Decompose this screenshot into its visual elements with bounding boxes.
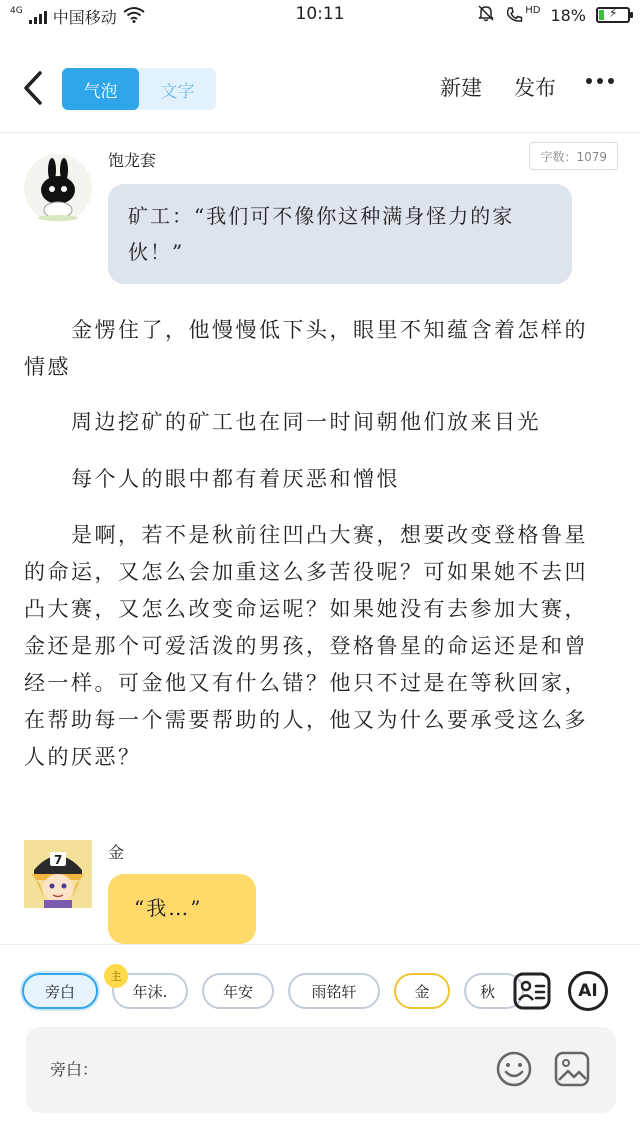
avatar-jin[interactable] <box>24 840 92 908</box>
chip-character[interactable]: 秋 <box>464 973 524 1009</box>
speaker-name: 金 <box>108 843 125 862</box>
ai-icon: AI <box>568 971 608 1011</box>
dialog-input[interactable] <box>26 1027 616 1113</box>
publish-button[interactable]: 发布 <box>514 76 556 100</box>
character-chips <box>22 971 496 1013</box>
ai-button[interactable] <box>566 969 610 1013</box>
input-speaker-label: 旁白： <box>50 1060 99 1079</box>
dialog-bubble[interactable]: 矿工：“我们可不像你这种满身怪力的家伙！” <box>108 184 572 284</box>
svg-text:7: 7 <box>54 853 63 867</box>
contact-card-icon <box>512 971 552 1011</box>
image-icon <box>553 1050 591 1088</box>
battery-percent: 18% <box>550 5 586 25</box>
bell-off-icon <box>477 4 495 26</box>
back-button[interactable] <box>18 68 48 108</box>
word-count-badge: 字数：1079 <box>529 142 618 170</box>
battery-level <box>599 10 604 20</box>
chip-character[interactable]: 年安 <box>202 973 274 1009</box>
status-bar <box>0 0 640 30</box>
emoji-button[interactable] <box>494 1049 534 1089</box>
jin-avatar-icon <box>24 840 92 908</box>
smiley-icon <box>495 1050 533 1088</box>
tab-text[interactable]: 文字 <box>160 81 195 102</box>
character-manage-button[interactable] <box>510 969 554 1013</box>
narration-paragraph[interactable]: 是啊，若不是秋前往凹凸大赛，想要改变登格鲁星的命运，又怎么会加重这么多苦役呢？可如果她不去凹凸大赛，又怎么改变命运呢？如果她没有去参加大赛，金还是那个可爱活泼的男孩，登格鲁星的命运还是和曾经一样。可金他又有什么错？他只不过是在等秋回家，在帮助每一个需要帮助的人，他又为什么要承受这么多人的厌恶？ <box>24 523 588 769</box>
more-dot <box>597 78 603 84</box>
tab-bubble[interactable]: 气泡 <box>62 68 139 110</box>
call-hd-icon <box>505 6 540 24</box>
battery-charging-icon: ⚡ <box>596 7 630 23</box>
carrier-name: 中国移动 <box>52 8 117 27</box>
narration-paragraph[interactable]: 每个人的眼中都有着厌恶和憎恨 <box>24 467 400 491</box>
main-character-badge: 主 <box>104 964 128 988</box>
nav-divider <box>0 132 640 133</box>
status-right <box>477 4 630 26</box>
story-content <box>0 134 640 944</box>
chip-character[interactable]: 金 <box>394 973 450 1009</box>
narration-paragraph[interactable]: 金愣住了，他慢慢低下头，眼里不知蕴含着怎样的情感 <box>24 318 588 379</box>
speaker-name: 饱龙套 <box>108 151 157 170</box>
clock: 10:11 <box>295 4 345 24</box>
avatar-rabbit[interactable] <box>24 154 92 222</box>
image-button[interactable] <box>552 1049 592 1089</box>
more-dot <box>586 78 592 84</box>
narration-paragraph[interactable]: 周边挖矿的矿工也在同一时间朝他们放来目光 <box>24 410 541 434</box>
chip-character[interactable]: 雨铭轩 <box>288 973 380 1009</box>
editor-panel <box>0 944 640 1138</box>
hd-label: HD <box>525 4 541 16</box>
network-type: 4G <box>10 6 23 16</box>
mode-switch <box>62 68 216 110</box>
chevron-left-icon <box>22 71 44 105</box>
chip-character[interactable]: 年沫. <box>112 973 188 1009</box>
dialog-bubble[interactable]: “我…” <box>108 874 256 944</box>
new-button[interactable]: 新建 <box>440 76 482 100</box>
chip-narrator[interactable]: 旁白 <box>22 973 98 1009</box>
more-dot <box>608 78 614 84</box>
rabbit-avatar-icon <box>24 154 92 222</box>
more-button[interactable] <box>586 78 614 84</box>
top-nav <box>0 56 640 122</box>
